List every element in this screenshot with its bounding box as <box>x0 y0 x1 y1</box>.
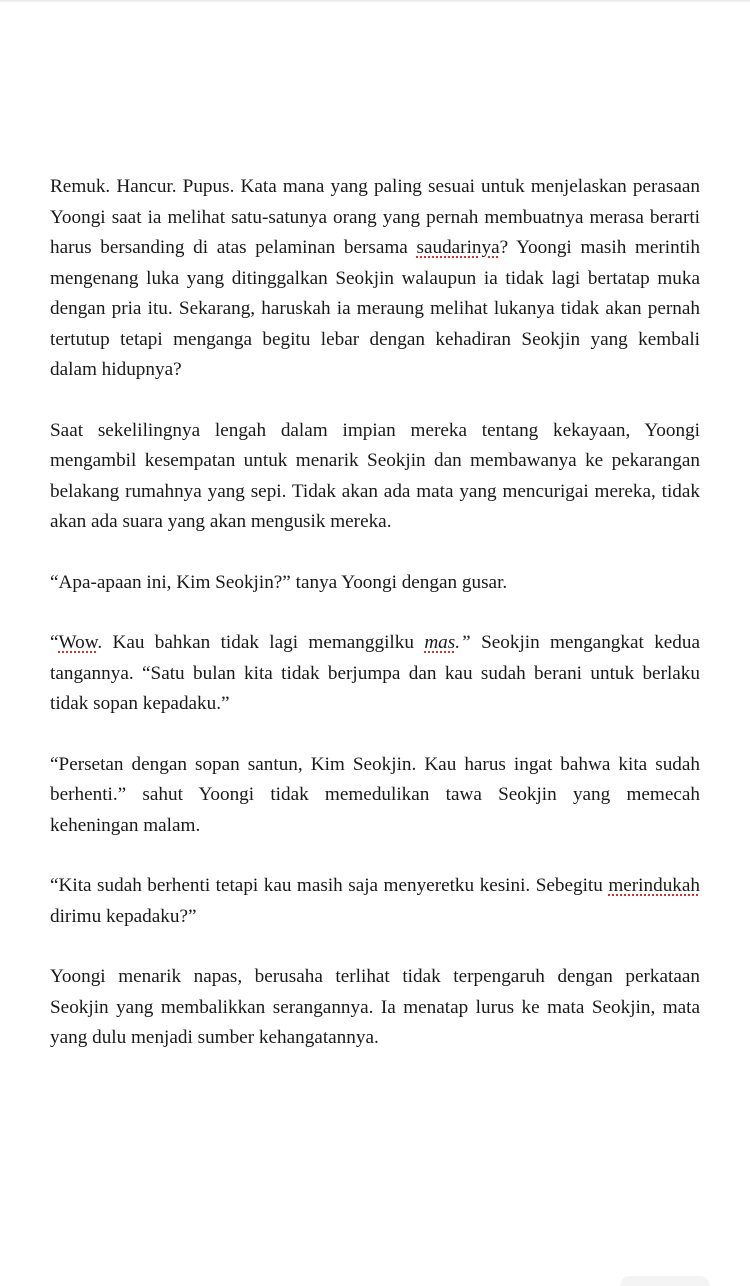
paragraph-6 <box>50 871 700 932</box>
text-segment: Saat sekelilingnya lengah dalam impian mereka tentang kekayaan, Yoongi mengambil kesempatan untuk menarik Seokjin dan membawanya ke pekarangan belakang rumahnya yang sepi. Tidak akan ada mata yang mencurigai mereka, tidak akan ada suara yang akan mengusik mereka. <box>50 419 700 532</box>
misspelled-word[interactable]: merindukah <box>608 875 700 896</box>
paragraph-2 <box>50 416 700 538</box>
text-segment: “Kita sudah berhenti tetapi kau masih saja menyeretku kesini. Sebegitu <box>50 875 609 896</box>
italic-text: .” <box>455 632 471 653</box>
paragraph-7 <box>50 962 700 1054</box>
paragraph-5 <box>50 750 700 842</box>
top-edge-shadow <box>0 0 750 3</box>
text-segment: Remuk. Hancur. Pupus. Kata mana yang paling sesuai untuk menjelaskan perasaan Yoongi saat ia melihat satu-satunya orang yang pernah membuatnya merasa berarti harus bersanding di atas pelaminan bersama <box>50 176 700 258</box>
text-segment: dirimu kepadaku?” <box>50 905 197 927</box>
scroll-indicator <box>620 1276 710 1286</box>
paragraph-3 <box>50 568 700 599</box>
paragraph-1 <box>50 172 700 386</box>
text-segment: ? Yoongi masih merintih mengenang luka yang ditinggalkan Seokjin walaupun ia tidak lagi bertatap muka dengan pria itu. Sekarang, haruskah ia meraung melihat lukanya tidak akan pernah tertutup tetapi menganga begitu lebar dengan kehadiran Seokjin yang kembali dalam hidupnya? <box>50 237 700 380</box>
text-segment: Seokjin mengangkat kedua tangannya. “Satu bulan kita tidak berjumpa dan kau sudah berani untuk berlaku tidak sopan kepadaku.” <box>50 632 701 714</box>
document-body <box>50 172 700 1084</box>
text-segment: “Persetan dengan sopan santun, Kim Seokjin. Kau harus ingat bahwa kita sudah berhenti.” sahut Yoongi tidak memedulikan tawa Seokjin yang memecah keheningan malam. <box>50 753 700 836</box>
text-segment: “Apa-apaan ini, Kim Seokjin?” tanya Yoongi dengan gusar. <box>50 571 508 593</box>
misspelled-word[interactable]: saudarinya <box>416 237 500 258</box>
misspelled-word[interactable]: mas <box>424 632 456 653</box>
text-segment: Yoongi menarik napas, berusaha terlihat tidak terpengaruh dengan perkataan Seokjin yang membalikkan serangannya. Ia menatap lurus ke mata Seokjin, mata yang dulu menjadi sumber kehangatannya. <box>50 966 700 1048</box>
paragraph-4 <box>50 628 700 720</box>
text-segment: “ <box>50 632 59 653</box>
misspelled-word[interactable]: Wow <box>58 632 98 653</box>
text-segment: . Kau bahkan tidak lagi memanggilku <box>97 632 425 653</box>
